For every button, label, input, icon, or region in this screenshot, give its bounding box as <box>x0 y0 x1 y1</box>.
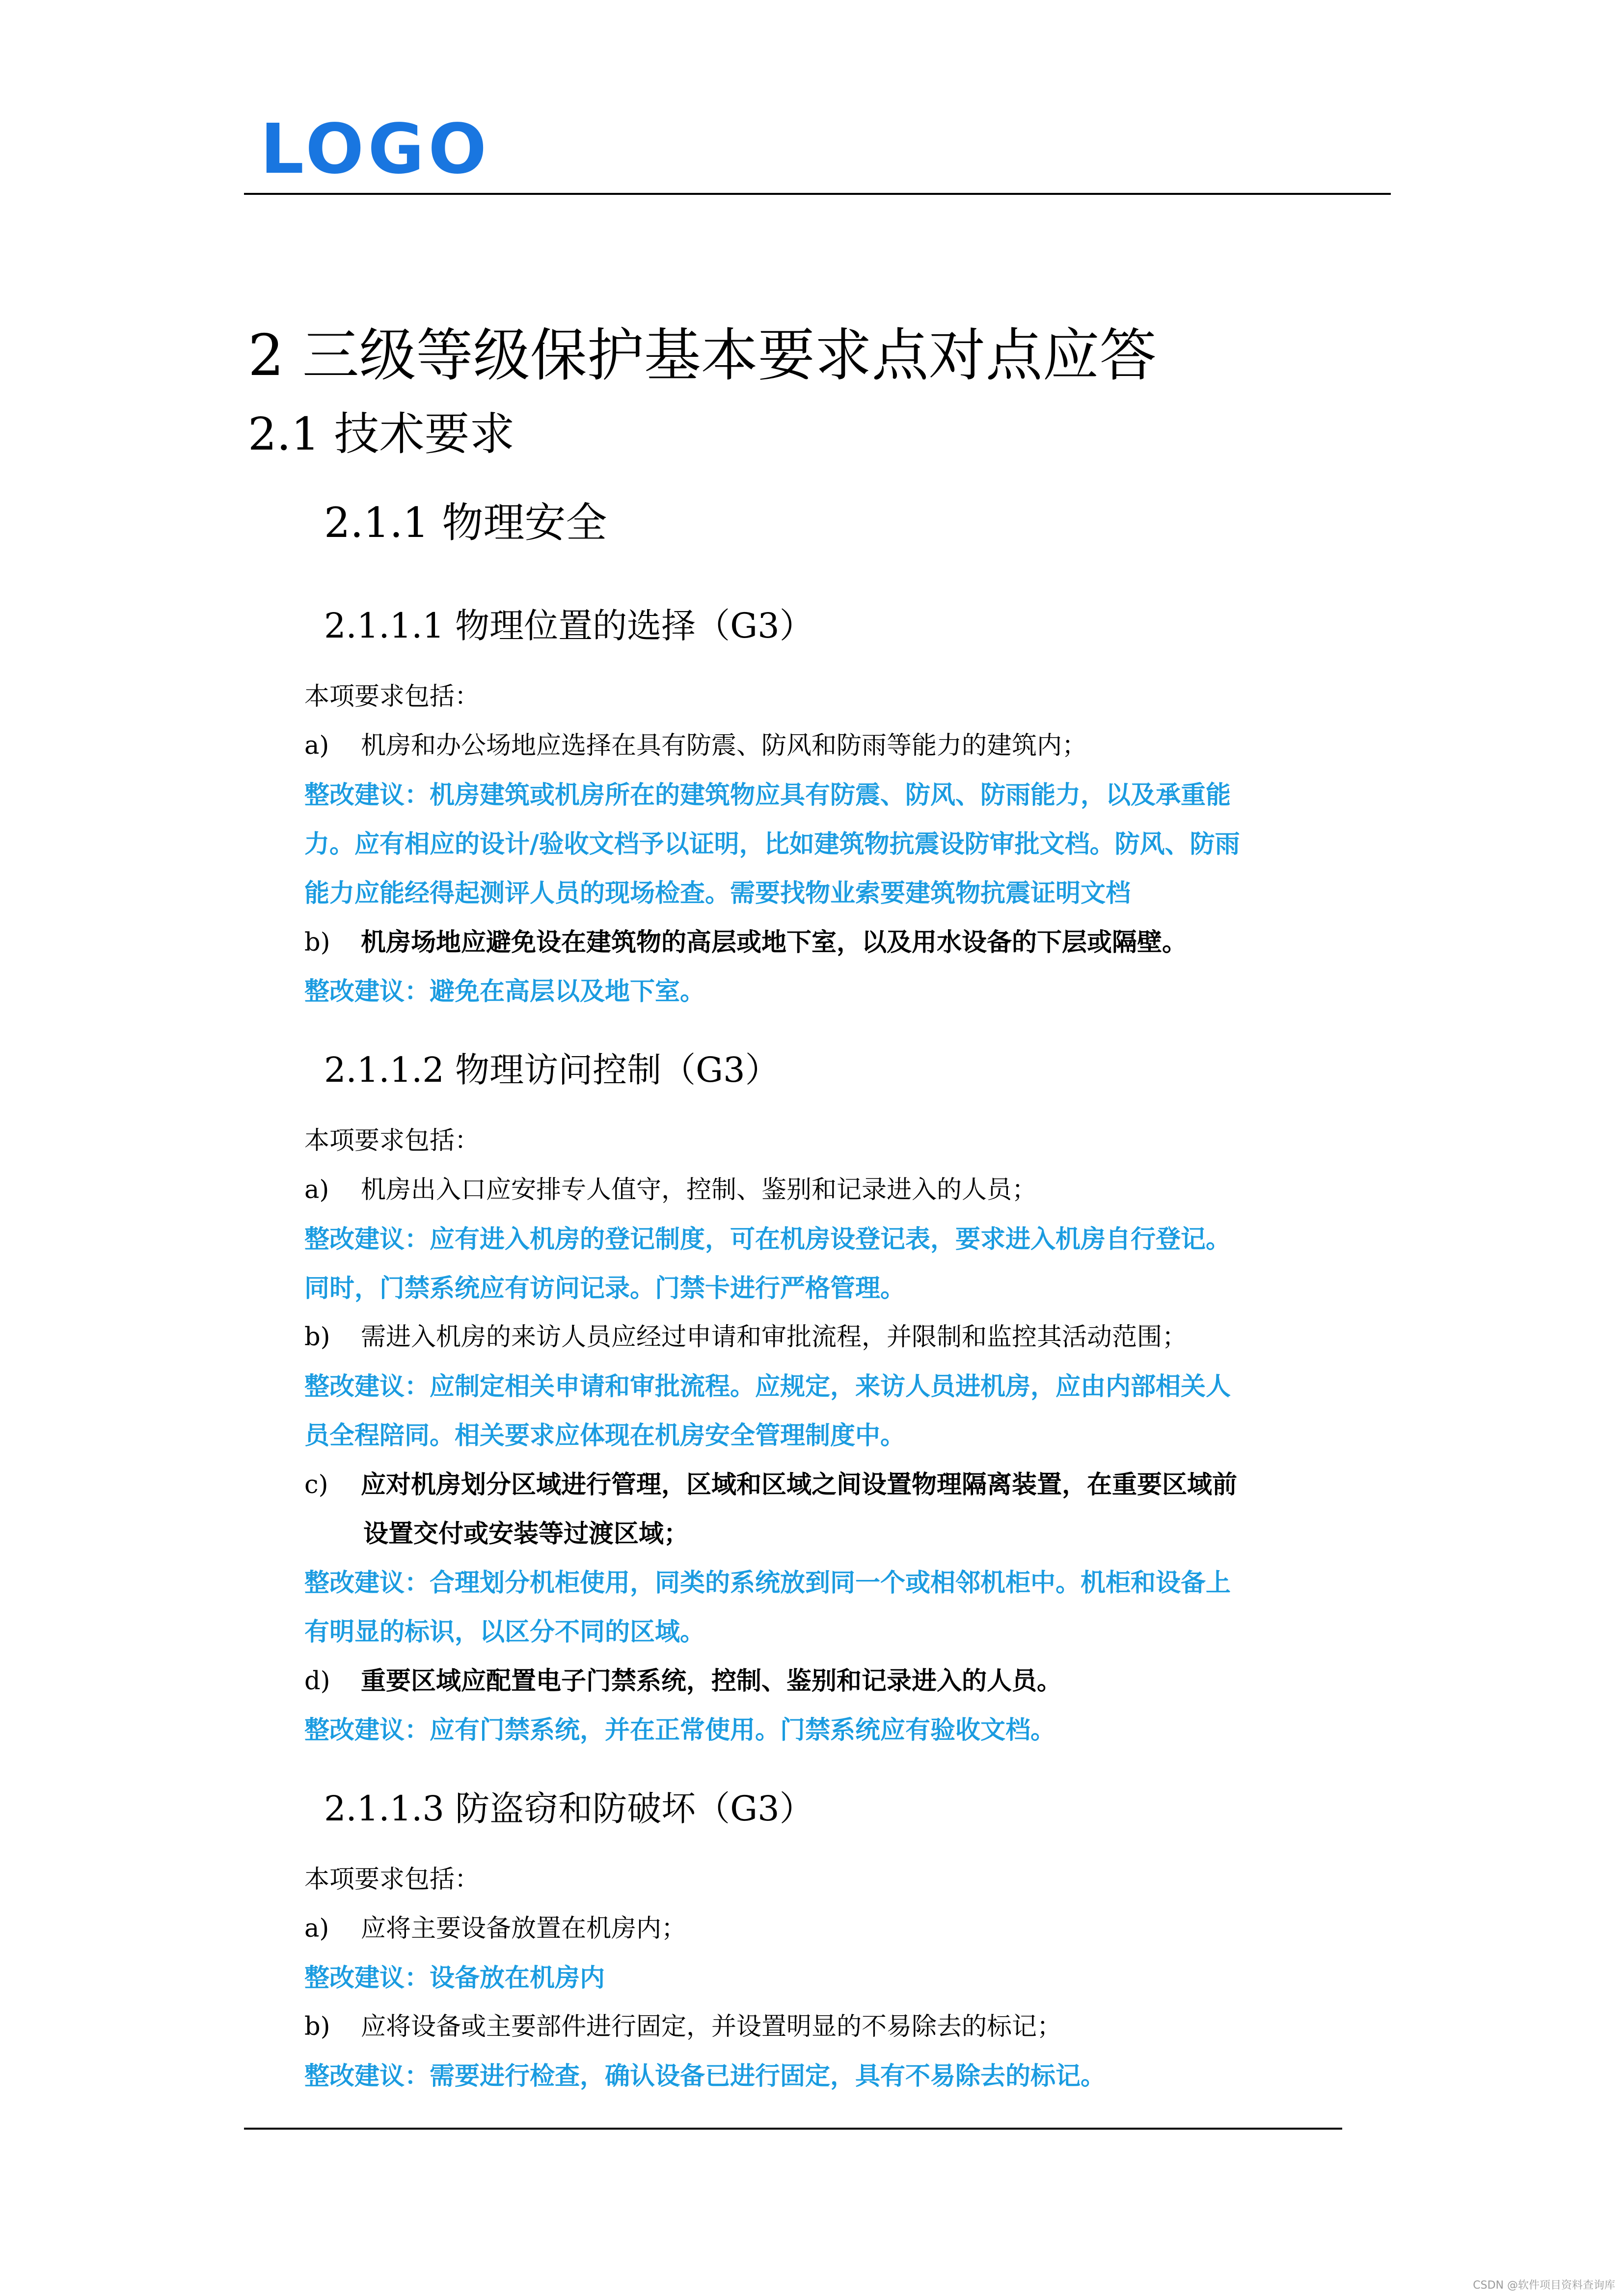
requirement-text: 重要区域应配置电子门禁系统，控制、鉴别和记录进入的人员。 <box>361 1666 1062 1696</box>
suggestion-line: 同时，门禁系统应有访问记录。门禁卡进行严格管理。 <box>304 1274 906 1303</box>
suggestion-line: 整改建议：应制定相关申请和审批流程。应规定，来访人员进机房，应由内部相关人 <box>304 1372 1231 1401</box>
requirement-b <box>304 1313 1187 1362</box>
suggestion-line: 整改建议：机房建筑或机房所在的建筑物应具有防震、防风、防雨能力，以及承重能 <box>304 780 1231 810</box>
watermark: CSDN @软件项目资料查询库 <box>1473 2279 1615 2292</box>
section-title: 2.1 技术要求 <box>248 408 515 460</box>
requirement-text: 机房出入口应安排专人值守，控制、鉴别和记录进入的人员； <box>361 1175 1037 1204</box>
requirement-b <box>304 918 1187 967</box>
item-intro: 本项要求包括： <box>304 1865 480 1894</box>
suggestion-line: 力。应有相应的设计/验收文档予以证明，比如建筑物抗震设防审批文档。防风、防雨 <box>304 829 1240 859</box>
requirement-text: 机房和办公场地应选择在具有防震、防风和防雨等能力的建筑内； <box>361 731 1087 760</box>
requirement-text: 需进入机房的来访人员应经过申请和审批流程，并限制和监控其活动范围； <box>361 1323 1188 1352</box>
list-marker: c) <box>304 1470 328 1499</box>
list-marker: a) <box>304 1175 329 1204</box>
footer-divider <box>244 2128 1342 2130</box>
requirement-a <box>304 1166 1037 1215</box>
list-marker: b) <box>304 928 330 957</box>
item-intro: 本项要求包括： <box>304 682 480 711</box>
list-marker: b) <box>304 1323 330 1352</box>
subsection-title: 2.1.1 物理安全 <box>324 499 607 547</box>
suggestion-line: 整改建议：避免在高层以及地下室。 <box>304 977 705 1006</box>
requirement-text: 应将主要设备放置在机房内； <box>361 1914 687 1943</box>
requirement-text: 应对机房划分区域进行管理，区域和区域之间设置物理隔离装置，在重要区域前 <box>361 1470 1238 1499</box>
requirement-text: 机房场地应避免设在建筑物的高层或地下室，以及用水设备的下层或隔壁。 <box>361 928 1188 957</box>
suggestion-line: 整改建议：需要进行检查，确认设备已进行固定，具有不易除去的标记。 <box>304 2061 1106 2091</box>
item-intro: 本项要求包括： <box>304 1126 480 1155</box>
list-marker: b) <box>304 2012 330 2041</box>
logo <box>260 109 491 189</box>
suggestion-line: 整改建议：应有门禁系统，并在正常使用。门禁系统应有验收文档。 <box>304 1715 1056 1745</box>
requirement-c <box>304 1460 1237 1510</box>
suggestion-line: 有明显的标识，以区分不同的区域。 <box>304 1617 705 1647</box>
list-marker: a) <box>304 1914 329 1943</box>
suggestion-line: 整改建议：合理划分机柜使用，同类的系统放到同一个或相邻机柜中。机柜和设备上 <box>304 1568 1231 1598</box>
suggestion-line: 能力应能经得起测评人员的现场检查。需要找物业索要建筑物抗震证明文档 <box>304 879 1131 908</box>
logo-text: LOGO <box>260 109 491 189</box>
suggestion-line: 整改建议：应有进入机房的登记制度，可在机房设登记表，要求进入机房自行登记。 <box>304 1225 1231 1254</box>
header-divider <box>244 193 1391 195</box>
suggestion-line: 员全程陪同。相关要求应体现在机房安全管理制度中。 <box>304 1421 906 1450</box>
requirement-a <box>304 1904 686 1953</box>
requirement-b <box>304 2002 1062 2052</box>
requirement-d <box>304 1656 1062 1706</box>
list-marker: d) <box>304 1667 330 1696</box>
requirement-a <box>304 721 1087 771</box>
item-heading: 2.1.1.1 物理位置的选择（G3） <box>324 606 814 646</box>
list-marker: a) <box>304 731 329 760</box>
item-heading: 2.1.1.2 物理访问控制（G3） <box>324 1050 780 1090</box>
chapter-title: 2 三级等级保护基本要求点对点应答 <box>248 322 1157 389</box>
requirement-text: 应将设备或主要部件进行固定，并设置明显的不易除去的标记； <box>361 2012 1062 2041</box>
requirement-text-continued: 设置交付或安装等过渡区域； <box>363 1519 689 1548</box>
suggestion-line: 整改建议：设备放在机房内 <box>304 1963 605 1993</box>
item-heading: 2.1.1.3 防盗窃和防破坏（G3） <box>324 1789 814 1829</box>
